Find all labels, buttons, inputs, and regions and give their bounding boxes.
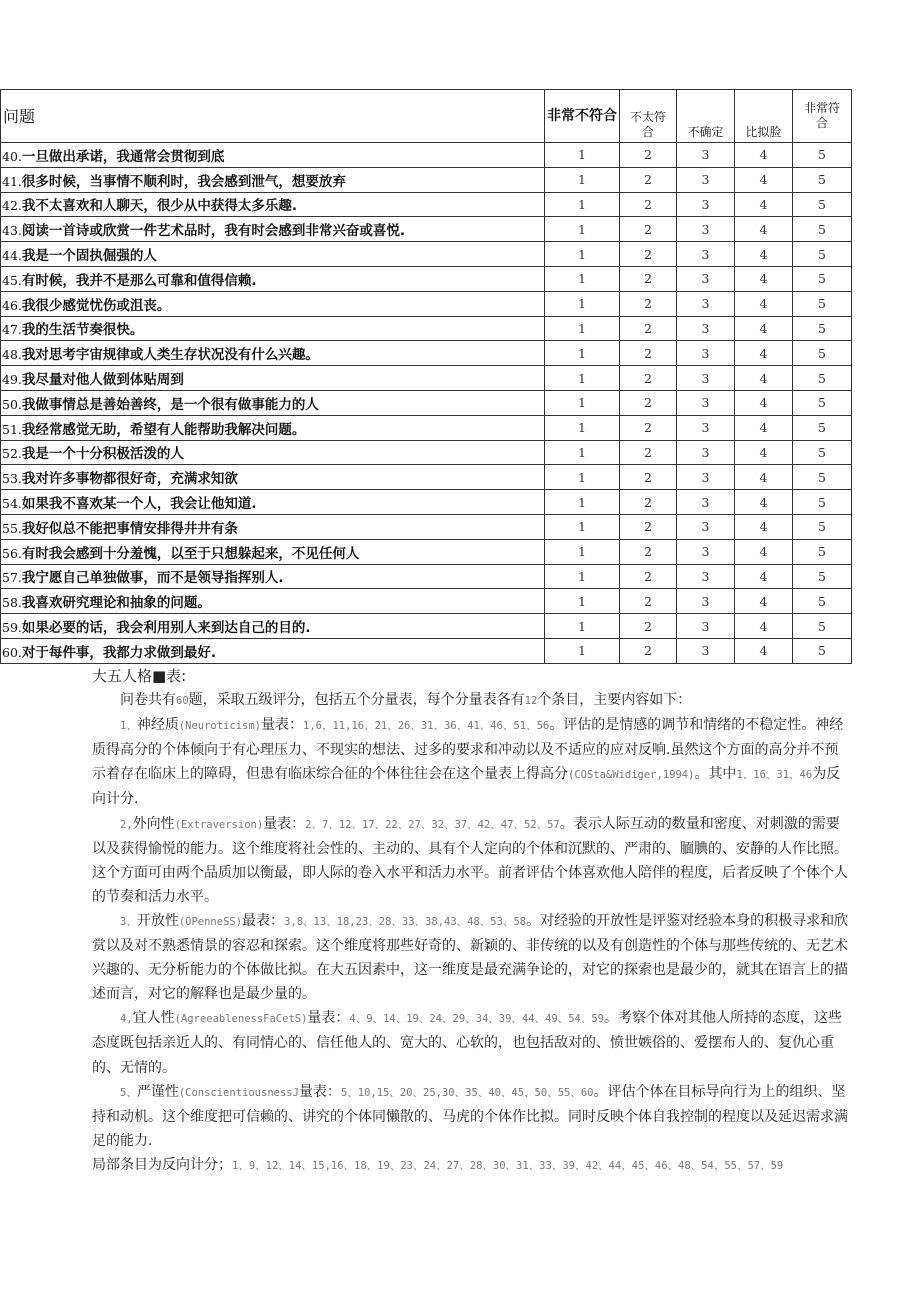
question-number: 47.: [2, 322, 22, 338]
question-row: [1, 490, 852, 515]
rating-option-2[interactable]: 2: [620, 415, 677, 440]
question-row: [1, 514, 852, 539]
rating-option-2[interactable]: 2: [620, 316, 677, 341]
question-statement: 我是一个固执倔强的人: [21, 248, 157, 265]
rating-option-5[interactable]: 5: [793, 638, 852, 663]
question-statement: 阅读一首诗或欣赏一件艺术品时，我有时会感到非常兴奋或喜悦.: [21, 223, 406, 240]
rating-option-3[interactable]: 3: [677, 217, 735, 242]
intro-question-count: 60: [176, 695, 189, 708]
rating-option-5[interactable]: 5: [793, 390, 852, 415]
rating-option-5[interactable]: 5: [793, 490, 852, 515]
subscale-name: 开放性: [136, 912, 179, 929]
rating-option-3[interactable]: 3: [677, 242, 735, 267]
question-statement: 对于每件事，我都力求做到最好.: [21, 644, 217, 661]
subscale-number: 2,: [120, 818, 133, 831]
rating-option-1[interactable]: 1: [545, 514, 620, 539]
rating-option-2[interactable]: 2: [620, 440, 677, 465]
rating-option-4[interactable]: 4: [735, 490, 793, 515]
subscale-label: 量表：: [263, 815, 306, 832]
question-number: 50.: [2, 396, 22, 412]
question-text: [1, 440, 545, 465]
question-statement: 我喜欢研究理论和抽象的问题。: [21, 595, 211, 612]
rating-option-4[interactable]: 4: [735, 242, 793, 267]
rating-option-2[interactable]: 2: [620, 266, 677, 291]
rating-option-1[interactable]: 1: [545, 192, 620, 217]
subscale-tail-text-2: 为反向计分.: [92, 766, 841, 808]
question-number: 46.: [2, 297, 22, 313]
rating-option-2[interactable]: 2: [620, 390, 677, 415]
question-row: [1, 192, 852, 217]
subscale-description: 。表示人际互动的数量和密度、对刺激的需要以及获得愉悦的能力。这个维度将社会性的、主动的、具有个人定向的个体和沉默的、严肃的、腼腆的、安静的人作比照。这个方面可由两个品质加以衡最，即人际的卷入水平和活力水平。前者评估个体喜欢他人陪伴的程度，后者反映了个体个人的节奏和活力水平。: [92, 815, 848, 905]
rating-option-3[interactable]: 3: [677, 614, 735, 639]
reverse-scoring-label: 局部条目为反向计分；: [92, 1156, 232, 1173]
rating-option-1[interactable]: 1: [545, 564, 620, 589]
question-statement: 我是一个十分积极活泼的人: [21, 446, 184, 463]
question-number: 54.: [2, 496, 22, 512]
question-number: 49.: [2, 372, 22, 388]
rating-option-2[interactable]: 2: [620, 192, 677, 217]
subscale-number: 3、: [120, 915, 137, 928]
question-statement: 很多时候，当事情不顺利时，我会感到泄气，想要放弃: [21, 173, 346, 190]
rating-option-2[interactable]: 2: [620, 490, 677, 515]
question-text: [1, 341, 545, 366]
subscale-label: 量表：: [307, 1010, 350, 1027]
rating-option-5[interactable]: 5: [793, 366, 852, 391]
rating-option-3[interactable]: 3: [677, 465, 735, 490]
rating-option-2[interactable]: 2: [620, 167, 677, 192]
subscale-name: 宜人性: [132, 1010, 175, 1027]
rating-option-2[interactable]: 2: [620, 217, 677, 242]
subscale-number: 5、: [120, 1086, 137, 1099]
rating-option-1[interactable]: 1: [545, 217, 620, 242]
rating-option-3[interactable]: 3: [677, 291, 735, 316]
rating-option-1[interactable]: 1: [545, 465, 620, 490]
question-number: 59.: [2, 620, 22, 636]
rating-option-4[interactable]: 4: [735, 341, 793, 366]
question-number: 51.: [2, 421, 22, 437]
rating-option-1[interactable]: 1: [545, 490, 620, 515]
rating-option-3[interactable]: 3: [677, 366, 735, 391]
rating-option-5[interactable]: 5: [793, 217, 852, 242]
rating-option-5[interactable]: 5: [793, 415, 852, 440]
question-statement: 我经常感觉无助，希望有人能帮助我解决问题。: [21, 421, 306, 438]
rating-option-1[interactable]: 1: [545, 167, 620, 192]
rating-option-2[interactable]: 2: [620, 539, 677, 564]
rating-option-5[interactable]: 5: [793, 167, 852, 192]
question-text: [1, 143, 545, 168]
rating-option-1[interactable]: 1: [545, 366, 620, 391]
subscale-label: 量表：: [298, 1083, 341, 1100]
rating-option-5[interactable]: 5: [793, 266, 852, 291]
question-number: 43.: [2, 223, 22, 239]
subscale-latin-name: (ConscientiousnessJ: [178, 1086, 299, 1099]
subscale-description: 。评估个体在目标导向行为上的组织、坚持和动机。这个维度把可信赖的、讲究的个体同懒散的、马虎的个体作比拟。同时反映个体自我控制的程度以及延迟需求满足的能力.: [92, 1083, 848, 1149]
question-row: [1, 341, 852, 366]
question-text: [1, 564, 545, 589]
intro-text-3: 个条目，主要内容如下：: [537, 692, 692, 709]
subscale-reverse-items: 1、16、31、46: [736, 769, 813, 782]
question-row: [1, 242, 852, 267]
rating-option-4[interactable]: 4: [735, 514, 793, 539]
rating-option-2[interactable]: 2: [620, 143, 677, 168]
question-row: [1, 143, 852, 168]
subscale-paragraph: [92, 812, 852, 909]
rating-option-5[interactable]: 5: [793, 564, 852, 589]
rating-option-4[interactable]: 4: [735, 539, 793, 564]
question-text: [1, 589, 545, 614]
reverse-scoring-items: 1、9、12、14、15,16、18、19、23、24、27、28、30、31、33、39、42、44、45、46、48、54、55、57、59: [232, 1159, 784, 1172]
rating-option-3[interactable]: 3: [677, 564, 735, 589]
rating-option-4[interactable]: 4: [735, 465, 793, 490]
rating-option-5[interactable]: 5: [793, 143, 852, 168]
question-text: [1, 514, 545, 539]
rating-option-5[interactable]: 5: [793, 316, 852, 341]
subscale-paragraph: [92, 1006, 852, 1079]
question-text: [1, 614, 545, 639]
option-header-2: 不太符合: [620, 90, 677, 143]
intro-paragraph: [92, 688, 852, 713]
rating-option-5[interactable]: 5: [793, 242, 852, 267]
question-row: [1, 589, 852, 614]
subscale-items: 3,8、13、18,23、28、33、38,43、48、53、58: [284, 915, 527, 928]
rating-option-3[interactable]: 3: [677, 415, 735, 440]
question-number: 40.: [2, 148, 22, 164]
rating-option-2[interactable]: 2: [620, 564, 677, 589]
rating-option-2[interactable]: 2: [620, 291, 677, 316]
subscale-items: 4、9、14、19、24、29、34、39、44、49、54、59: [349, 1013, 604, 1026]
subscale-latin-name: (OPenneSS): [178, 915, 243, 928]
question-number: 45.: [2, 272, 22, 288]
question-number: 48.: [2, 347, 22, 363]
rating-option-4[interactable]: 4: [735, 638, 793, 663]
question-number: 42.: [2, 198, 22, 214]
subscale-tail-text: 。其中: [694, 766, 737, 783]
intro-item-count: 12: [524, 695, 538, 708]
question-text: [1, 638, 545, 663]
header-row: [1, 90, 852, 143]
rating-option-3[interactable]: 3: [677, 539, 735, 564]
rating-option-1[interactable]: 1: [545, 440, 620, 465]
rating-option-1[interactable]: 1: [545, 291, 620, 316]
subscale-paragraph: [92, 713, 852, 811]
rating-option-5[interactable]: 5: [793, 539, 852, 564]
rating-option-4[interactable]: 4: [735, 217, 793, 242]
rating-option-1[interactable]: 1: [545, 539, 620, 564]
question-row: [1, 539, 852, 564]
question-text: [1, 316, 545, 341]
rating-option-5[interactable]: 5: [793, 192, 852, 217]
subscale-description: 。评估的是情感的调节和情绪的不稳定性。神经质得高分的个体倾向于有心理压力、不现实的想法、过多的要求和冲动以及不适应的应对反响.虽然这个方面的高分并不预示着存在临床上的障碍，但患有临床综合征的个体往往会在这个量表上得高分: [92, 717, 844, 783]
option-header-4: 比拟脸: [735, 90, 793, 143]
question-statement: 我好似总不能把事情安排得井井有条: [21, 520, 238, 537]
rating-option-2[interactable]: 2: [620, 366, 677, 391]
rating-option-4[interactable]: 4: [735, 564, 793, 589]
rating-option-1[interactable]: 1: [545, 638, 620, 663]
rating-option-1[interactable]: 1: [545, 266, 620, 291]
option-header-3: 不确定: [677, 90, 735, 143]
question-number: 55.: [2, 520, 22, 536]
rating-option-2[interactable]: 2: [620, 614, 677, 639]
rating-option-5[interactable]: 5: [793, 614, 852, 639]
subscale-latin-name: (Neuroticism): [178, 720, 262, 733]
question-statement: 我尽量对他人做到体贴周到: [21, 372, 184, 389]
rating-option-4[interactable]: 4: [735, 390, 793, 415]
question-statement: 我宁愿自己单独做事，而不是领导指挥别人.: [21, 570, 284, 587]
question-statement: 如果必要的话，我会利用别人来到达自己的目的.: [21, 620, 311, 637]
question-row: [1, 440, 852, 465]
subscale-paragraph: [92, 1080, 852, 1153]
rating-option-3[interactable]: 3: [677, 390, 735, 415]
question-number: 53.: [2, 471, 22, 487]
rating-option-1[interactable]: 1: [545, 242, 620, 267]
rating-option-1[interactable]: 1: [545, 316, 620, 341]
rating-option-2[interactable]: 2: [620, 242, 677, 267]
rating-option-3[interactable]: 3: [677, 440, 735, 465]
rating-option-2[interactable]: 2: [620, 341, 677, 366]
question-text: [1, 465, 545, 490]
question-statement: 我对思考宇宙规律或人类生存状况没有什么兴趣。: [21, 347, 319, 364]
rating-option-3[interactable]: 3: [677, 514, 735, 539]
question-text: [1, 266, 545, 291]
subscale-items: 2、7、12、17、22、27、32、37、42、47、52、57: [305, 818, 560, 831]
rating-option-2[interactable]: 2: [620, 514, 677, 539]
rating-option-3[interactable]: 3: [677, 341, 735, 366]
subscale-paragraph: [92, 909, 852, 1006]
rating-option-4[interactable]: 4: [735, 167, 793, 192]
question-statement: 我的生活节奏很快。: [21, 322, 144, 339]
question-column-header: 问题: [1, 90, 545, 143]
rating-option-4[interactable]: 4: [735, 415, 793, 440]
rating-option-3[interactable]: 3: [677, 589, 735, 614]
question-statement: 一旦做出承诺，我通常会贯彻到底: [21, 148, 225, 165]
rating-option-5[interactable]: 5: [793, 440, 852, 465]
subscale-label: 量表：: [261, 717, 304, 734]
rating-option-3[interactable]: 3: [677, 266, 735, 291]
subscale-items: 5、10,15、20、25,30、35、40、45、50、55、60: [340, 1086, 594, 1099]
question-row: [1, 266, 852, 291]
subscale-items: 1,6、11,16、21、26、31、36、41、46、51、56: [303, 720, 550, 733]
description-section: [92, 664, 852, 1178]
rating-option-4[interactable]: 4: [735, 614, 793, 639]
question-text: [1, 366, 545, 391]
intro-text-2: 题，采取五级评分，包括五个分量表，每个分量表各有: [188, 692, 525, 709]
question-number: 52.: [2, 446, 22, 462]
question-row: [1, 291, 852, 316]
question-row: [1, 316, 852, 341]
rating-option-5[interactable]: 5: [793, 341, 852, 366]
scale-title: 大五人格■表:: [92, 667, 187, 685]
question-row: [1, 638, 852, 663]
subscale-description: 。对经验的开放性是评鉴对经验本身的积极寻求和欣赏以及对不熟悉情景的容忍和探索。这个维度将那些好奇的、新颖的、非传统的以及有创造性的个体与那些传统的、无艺术兴趣的、无分析能力的个体做比拟。在大五因素中，这一维度是最充满争论的，对它的探索也是最少的，就其在语言上的描述而言，对它的解释也是最少量的。: [92, 912, 849, 1003]
rating-option-5[interactable]: 5: [793, 465, 852, 490]
question-text: [1, 539, 545, 564]
subscale-name: 外向性: [132, 815, 175, 832]
rating-option-5[interactable]: 5: [793, 589, 852, 614]
rating-option-5[interactable]: 5: [793, 291, 852, 316]
question-statement: 有时我会感到十分羞愧，以至于只想躲起来，不见任何人: [21, 545, 360, 562]
option-header-5: 非常符合: [793, 90, 852, 143]
rating-option-4[interactable]: 4: [735, 266, 793, 291]
subscale-label: 最表：: [242, 912, 285, 929]
question-row: [1, 390, 852, 415]
question-statement: 我做事情总是善始善终，是一个很有做事能力的人: [21, 396, 319, 413]
question-row: [1, 465, 852, 490]
rating-option-4[interactable]: 4: [735, 192, 793, 217]
question-text: [1, 217, 545, 242]
rating-option-3[interactable]: 3: [677, 490, 735, 515]
rating-option-3[interactable]: 3: [677, 143, 735, 168]
question-statement: 我不太喜欢和人聊天，很少从中获得太多乐趣.: [21, 198, 298, 215]
subscale-description: 。考察个体对其他人所持的态度，这些态度既包括亲近人的、有同情心的、信任他人的、宽大的、心软的，也包括敌对的、愤世嫉俗的、爱摆布人的、复仇心重的、无情的。: [92, 1010, 842, 1076]
rating-option-1[interactable]: 1: [545, 341, 620, 366]
rating-option-3[interactable]: 3: [677, 192, 735, 217]
question-row: [1, 564, 852, 589]
subscale-sections: [92, 713, 852, 1153]
rating-option-5[interactable]: 5: [793, 514, 852, 539]
subscale-latin-name: (AgreeablenessFaCetS): [174, 1013, 308, 1026]
rating-option-1[interactable]: 1: [545, 143, 620, 168]
rating-option-4[interactable]: 4: [735, 440, 793, 465]
question-rows: [1, 143, 852, 664]
question-text: [1, 242, 545, 267]
subscale-latin-name: (Extraversion): [174, 818, 264, 831]
question-number: 41.: [2, 173, 22, 189]
question-statement: 如果我不喜欢某一个人，我会让他知道.: [21, 496, 257, 513]
questionnaire-table: [0, 89, 852, 664]
question-text: [1, 192, 545, 217]
question-statement: 我很少感觉忧伤或沮丧。: [21, 297, 171, 314]
question-row: [1, 167, 852, 192]
question-statement: 有时候，我并不是那么可靠和值得信赖.: [21, 272, 257, 289]
question-row: [1, 217, 852, 242]
rating-option-4[interactable]: 4: [735, 589, 793, 614]
question-row: [1, 366, 852, 391]
question-row: [1, 614, 852, 639]
rating-option-3[interactable]: 3: [677, 638, 735, 663]
question-text: [1, 490, 545, 515]
rating-option-2[interactable]: 2: [620, 589, 677, 614]
question-text: [1, 390, 545, 415]
rating-option-4[interactable]: 4: [735, 366, 793, 391]
option-header-1: 非常不符合: [545, 90, 620, 143]
question-number: 57.: [2, 570, 22, 586]
rating-option-4[interactable]: 4: [735, 291, 793, 316]
subscale-citation: (COSta&Widiger,1994): [568, 769, 695, 782]
rating-option-3[interactable]: 3: [677, 316, 735, 341]
question-text: [1, 167, 545, 192]
rating-option-2[interactable]: 2: [620, 465, 677, 490]
question-number: 58.: [2, 595, 22, 611]
rating-option-1[interactable]: 1: [545, 589, 620, 614]
rating-option-1[interactable]: 1: [545, 614, 620, 639]
question-number: 60.: [2, 644, 22, 660]
rating-option-4[interactable]: 4: [735, 143, 793, 168]
rating-option-1[interactable]: 1: [545, 415, 620, 440]
question-text: [1, 291, 545, 316]
question-statement: 我对许多事物都很好奇，充满求知欲: [21, 471, 238, 488]
subscale-name: 严谨性: [136, 1083, 179, 1100]
question-text: [1, 415, 545, 440]
rating-option-2[interactable]: 2: [620, 638, 677, 663]
question-row: [1, 415, 852, 440]
subscale-number: 1、: [120, 720, 137, 733]
subscale-number: 4,: [120, 1013, 133, 1026]
subscale-name: 神经质: [136, 717, 179, 734]
rating-option-1[interactable]: 1: [545, 390, 620, 415]
rating-option-4[interactable]: 4: [735, 316, 793, 341]
reverse-scoring-paragraph: [92, 1153, 852, 1178]
intro-text-1: 问卷共有: [120, 692, 176, 709]
question-number: 44.: [2, 248, 22, 264]
question-number: 56.: [2, 545, 22, 561]
rating-option-3[interactable]: 3: [677, 167, 735, 192]
